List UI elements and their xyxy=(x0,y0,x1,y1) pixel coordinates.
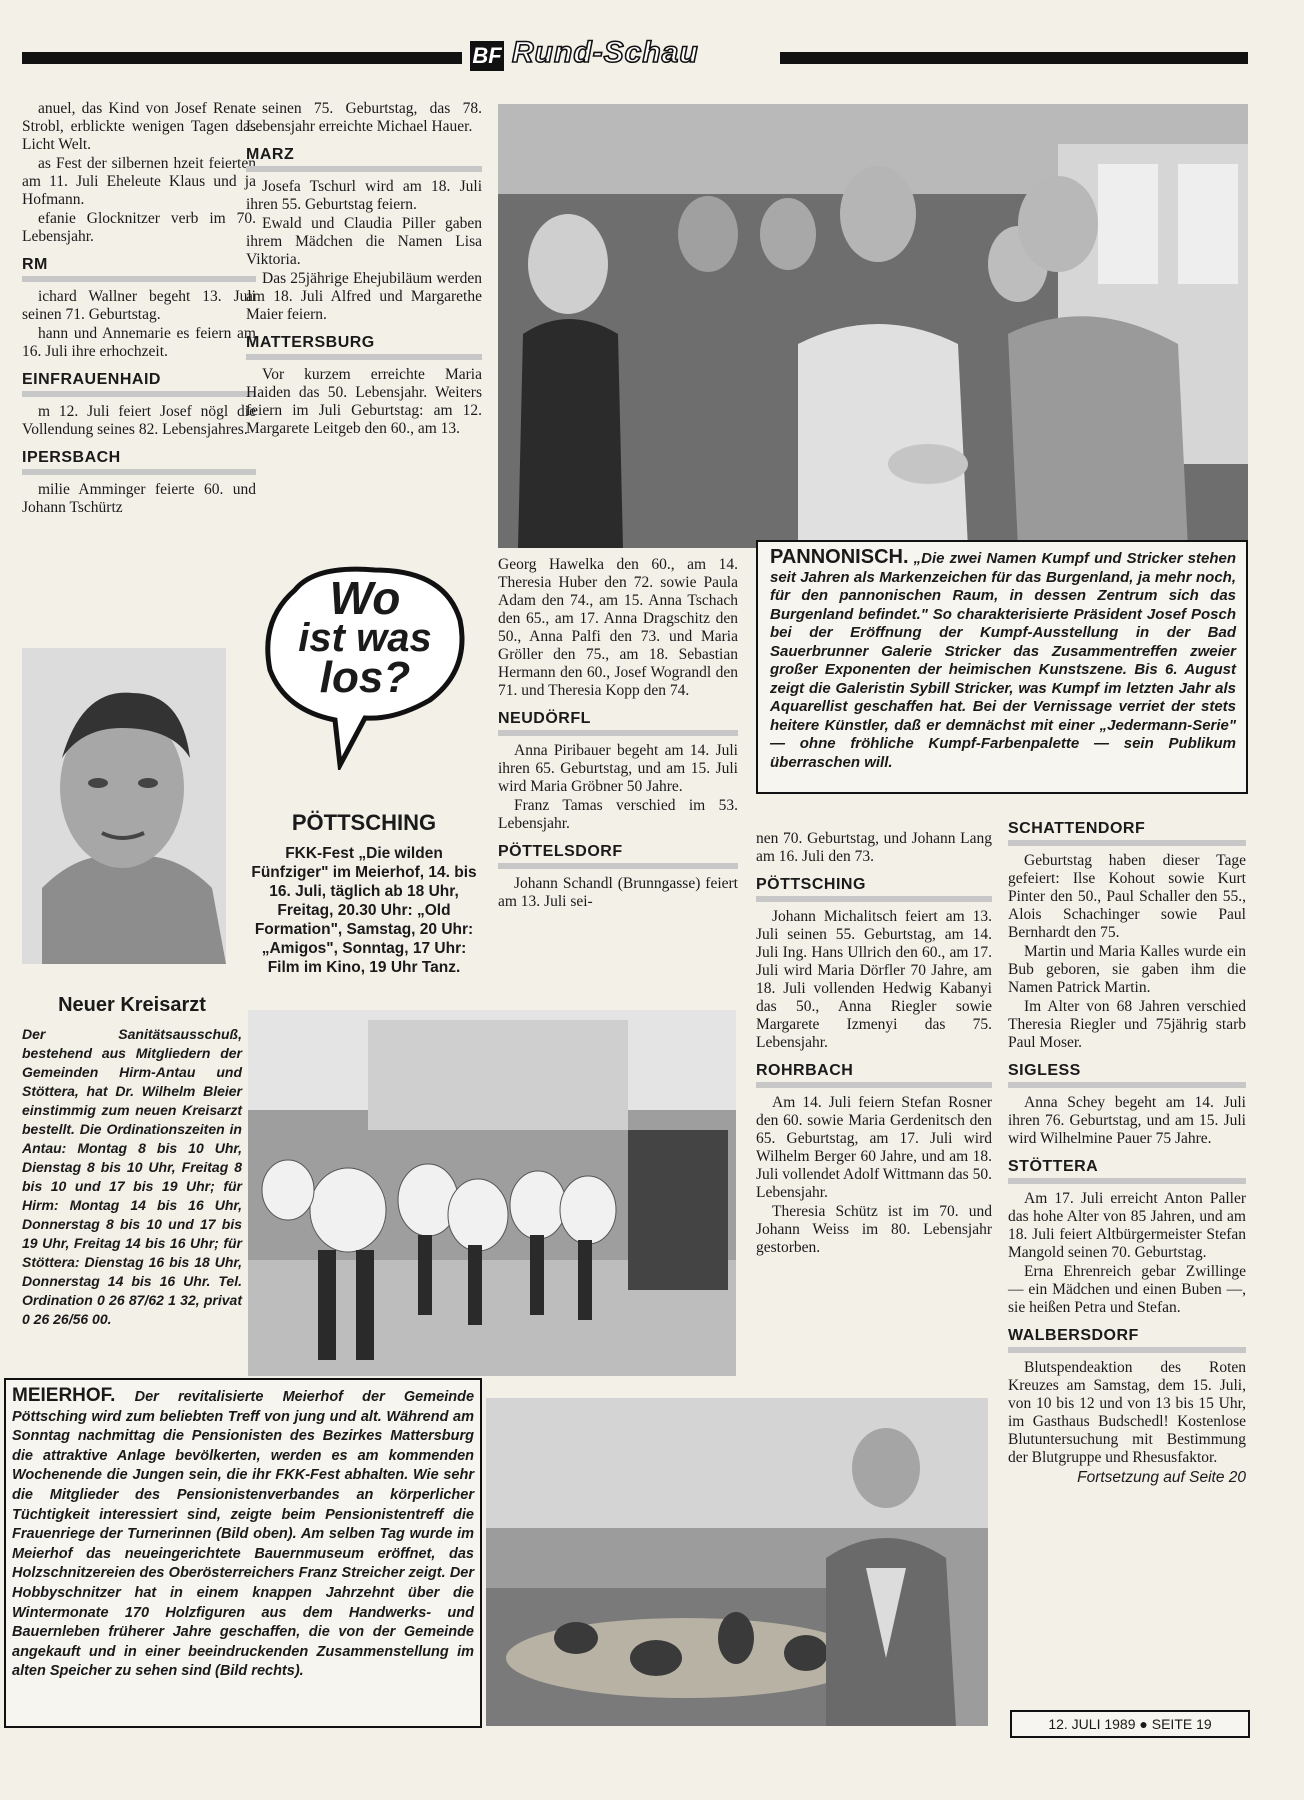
paragraph: Josefa Tschurl wird am 18. Juli ihren 55. Geburtstag feiern. xyxy=(246,178,482,213)
column-3 xyxy=(498,556,738,912)
paragraph: as Fest der silbernen hzeit feierten am 11. Juli Eheleute Klaus und ja Hofmann. xyxy=(22,155,256,208)
paragraph: Am 17. Juli erreicht Anton Paller das hohe Alter von 85 Jahren, und am 18. Juli feiert Altbürgermeister Stefan Mangold seinen 70. Geburtstag. xyxy=(1008,1190,1246,1261)
event-listing xyxy=(246,810,482,977)
paragraph: Martin und Maria Kalles wurde ein Bub geboren, sie gaben ihm die Namen Patrick Martin. xyxy=(1008,943,1246,996)
column-2 xyxy=(246,100,482,439)
speech-bubble xyxy=(255,560,475,770)
masthead xyxy=(22,36,1248,69)
paragraph: nen 70. Geburtstag, und Johann Lang am 16. Juli den 73. xyxy=(756,830,992,865)
paragraph: Theresia Schütz ist im 70. und Johann Weiss im 80. Lebensjahr gestorben. xyxy=(756,1203,992,1256)
paragraph: Vor kurzem erreichte Maria Haiden das 50. Lebensjahr. Weiters feiern im Juli Geburtstag: am 12. Margarete Leitgeb den 60., am 13. xyxy=(246,366,482,437)
section-heading: SCHATTENDORF xyxy=(1008,820,1246,846)
caption-text: Der revitalisierte Meierhof der Gemeinde Pöttsching wird zum beliebten Treff von jung und alt. Während am Sonntag nachmittag die Pensionisten des Bezirkes Mattersburg die attraktive Anlage bevölkerten, werden es am kommenden Wochenende die Jungen sein, die ihr FKK-Fest abhalten. Wie sehr die Mitglieder des Pensionistenverbandes an körperlicher Tüchtigkeit interessiert sind, zeigte beim Pensionistentreff die Frauenriege der Turnerinnen (Bild oben). Am selben Tag wurde im Meierhof das neueingerichtete Bauernmuseum eröffnet, das Holzschnitzereien des Oberösterreichers Franz Streicher zeigt. Der Hobbyschnitzer hat in einem knappen Jahrzehnt über die Wintermonate 170 Holzfiguren aus dem Handwerks- und Bauernleben früherer Jahre geschaffen, die von der Gemeinde angekauft und in einer beeindruckenden Zusammenstellung im alten Speicher zu sehen sind (Bild rechts). xyxy=(12,1389,475,1680)
gymnastics-illustration xyxy=(248,1010,736,1376)
kreisarzt-title: Neuer Kreisarzt xyxy=(58,994,206,1016)
event-title: PÖTTSCHING xyxy=(291,810,437,835)
bullet-icon: ● xyxy=(1139,1716,1148,1732)
caption-lead: PANNONISCH. xyxy=(770,546,909,568)
handshake-illustration xyxy=(498,104,1248,548)
section-heading: MARZ xyxy=(246,146,482,172)
paragraph: Johann Schandl (Brunngasse) feiert am 13. Juli sei- xyxy=(498,875,738,910)
section-heading: MATTERSBURG xyxy=(246,334,482,360)
section-heading: PÖTTELSDORF xyxy=(498,843,738,869)
section-heading: RM xyxy=(22,256,256,282)
woodcarver-photo xyxy=(486,1398,988,1726)
paragraph: efanie Glocknitzer verb im 70. Lebensjahr. xyxy=(22,210,256,245)
section-heading: PÖTTSCHING xyxy=(756,876,992,902)
masthead-rule-right xyxy=(780,52,1248,64)
paragraph: anuel, das Kind von Josef Renate Strobl, erblickte wenigen Tagen das Licht Welt. xyxy=(22,100,256,153)
bubble-line: los? xyxy=(319,653,411,702)
paragraph: Im Alter von 68 Jahren verschied Theresia Riegler und 75jährig starb Paul Moser. xyxy=(1008,998,1246,1051)
column-5 xyxy=(1008,820,1246,1487)
paragraph: Am 14. Juli feiern Stefan Rosner den 60. sowie Maria Gerdenitsch den 65. Geburtstag, am 17. Juli wird Wilhelm Berger 60 Jahre, und am 18. Juli vollendet Adolf Wittmann das 50. Lebensjahr. xyxy=(756,1094,992,1201)
caption-text: „Die zwei Namen Kumpf und Stricker stehen seit Jahren als Markenzeichen für das Burgenland, ja mehr noch, für den pannonischen Raum, in dessen Zentrum sich das Burgenland befindet." So charakterisierte Präsident Josef Posch bei der Eröffnung der Kumpf-Ausstellung in der Bad Sauerbrunner Galerie Stricker das Zusammentreffen zweier großer Exponenten der heimischen Kunstszene. Bis 6. August zeigt die Galeristin Sybill Stricker, was Kumpf im letzten Jahr als Aquarellist geschaffen hat. Bei der Vernissage verriet der stets heitere Künstler, daß er demnächst mit einer „Jedermann-Serie" — ohne fröhliche Kumpf-Farbenpalette — sein Publikum überraschen will. xyxy=(770,550,1236,771)
paragraph: ichard Wallner begeht 13. Juli seinen 71. Geburtstag. xyxy=(22,288,256,323)
column-4 xyxy=(756,830,992,1258)
issue-date: 12. JULI 1989 xyxy=(1048,1716,1136,1732)
section-heading: NEUDÖRFL xyxy=(498,710,738,736)
kreisarzt-text: Der Sanitätsausschuß, bestehend aus Mitgliedern der Gemeinden Hirm-Antau und Stöttera, hat Dr. Wilhelm Bleier einstimmig zum neuen Kreisarzt bestellt. Die Ordinationszeiten in Antau: Montag 8 bis 10 Uhr, Dienstag 8 bis 10 Uhr, Freitag 8 bis 10 und 17 bis 19 Uhr; für Hirm: Montag 14 bis 16 Uhr, Donnerstag 8 bis 10 und 17 bis 19 Uhr, Freitag 14 bis 16 Uhr; für Stöttera: Dienstag 16 bis 18 Uhr, Donnerstag 14 bis 16 Uhr. Tel. Ordination 0 26 87/62 1 32, privat 0 26 26/56 00. xyxy=(22,1026,242,1327)
masthead-logo: BF xyxy=(470,41,504,71)
pannonisch-caption-box xyxy=(756,540,1248,794)
paragraph: seinen 75. Geburtstag, das 78. Lebensjahr erreichte Michael Hauer. xyxy=(246,100,482,135)
section-heading: ROHRBACH xyxy=(756,1062,992,1088)
paragraph: milie Amminger feierte 60. und Johann Tschürtz xyxy=(22,481,256,516)
caption-lead: MEIERHOF. xyxy=(12,1385,116,1406)
paragraph: m 12. Juli feiert Josef nögl die Vollendung seines 82. Lebensjahres. xyxy=(22,403,256,438)
paragraph: Franz Tamas verschied im 53. Lebensjahr. xyxy=(498,797,738,832)
section-heading: STÖTTERA xyxy=(1008,1158,1246,1184)
kreisarzt-box xyxy=(22,994,242,1329)
paragraph: Anna Piribauer begeht am 14. Juli ihren 65. Geburtstag, und am 15. Juli wird Maria Gröbner 50 Jahre. xyxy=(498,742,738,795)
portrait-illustration xyxy=(22,648,226,964)
page-footer xyxy=(1010,1710,1250,1738)
paragraph: Erna Ehrenreich gebar Zwillinge — ein Mädchen und einen Buben —, sie heißen Petra und Stefan. xyxy=(1008,1263,1246,1316)
handshake-photo xyxy=(498,104,1248,548)
section-heading: EINFRAUENHAID xyxy=(22,371,256,397)
masthead-rule-left xyxy=(22,52,462,64)
gymnastics-photo xyxy=(248,1010,736,1376)
paragraph: Ewald und Claudia Piller gaben ihrem Mädchen die Namen Lisa Viktoria. xyxy=(246,215,482,268)
bubble-line: Wo xyxy=(329,572,401,624)
section-heading: SIGLESS xyxy=(1008,1062,1246,1088)
paragraph: Geburtstag haben dieser Tage gefeiert: Ilse Kohout sowie Kurt Pinter den 50., Paul Schaller den 55., Alois Schachinger sowie Paul Bernhardt den 75. xyxy=(1008,852,1246,941)
paragraph: Georg Hawelka den 60., am 14. Theresia Huber den 72. sowie Paula Adam den 74., am 15. Anna Tschach den 65., am 17. Anna Dragschitz den 50., Anna Palfi den 73. und Maria Gröller den 75., am 18. Sebastian Hermann den 60., Josef Wograndl den 71. und Theresia Kopp den 74. xyxy=(498,556,738,699)
column-1 xyxy=(22,100,256,518)
paragraph: Das 25jährige Ehejubiläum werden am 18. Juli Alfred und Margarethe Maier feiern. xyxy=(246,270,482,323)
section-heading: IPERSBACH xyxy=(22,449,256,475)
page-number: SEITE 19 xyxy=(1151,1716,1212,1732)
portrait-photo xyxy=(22,648,226,964)
bubble-line: ist was xyxy=(298,616,432,660)
paragraph: Johann Michalitsch feiert am 13. Juli seinen 55. Geburtstag, am 14. Juli Ing. Hans Ullrich den 60., am 17. Juli wird Maria Dörfler 70 Jahre, am 18. Juli vollenden Hedwig Kabanyi das 50., Anna Riegler sowie Margarete Izmenyi das 75. Lebensjahr. xyxy=(756,908,992,1051)
paragraph: Anna Schey begeht am 14. Juli ihren 76. Geburtstag, und am 15. Juli wird Wilhelmine Pauer 75 Jahre. xyxy=(1008,1094,1246,1147)
paragraph: hann und Annemarie es feiern am 16. Juli ihre erhochzeit. xyxy=(22,325,256,360)
event-text: FKK-Fest „Die wilden Fünfziger" im Meierhof, 14. bis 16. Juli, täglich ab 18 Uhr, Freitag, 20.30 Uhr: „Old Formation", Samstag, 20 Uhr: „Amigos", Sonntag, 17 Uhr: Film im Kino, 19 Uhr Tanz. xyxy=(251,845,477,976)
meierhof-caption-box xyxy=(4,1378,482,1728)
paragraph: Blutspendeaktion des Roten Kreuzes am Samstag, dem 15. Juli, von 10 bis 12 und von 13 bis 15 Uhr, im Gasthaus Budschedl! Kostenlose Blutuntersuchung mit Bestimmung der Blutgruppe und Rhesusfaktor. xyxy=(1008,1359,1246,1466)
woodcarver-illustration xyxy=(486,1398,988,1726)
continuation-note: Fortsetzung auf Seite 20 xyxy=(1077,1469,1246,1486)
masthead-title: Rund-Schau xyxy=(512,36,699,69)
section-heading: WALBERSDORF xyxy=(1008,1327,1246,1353)
